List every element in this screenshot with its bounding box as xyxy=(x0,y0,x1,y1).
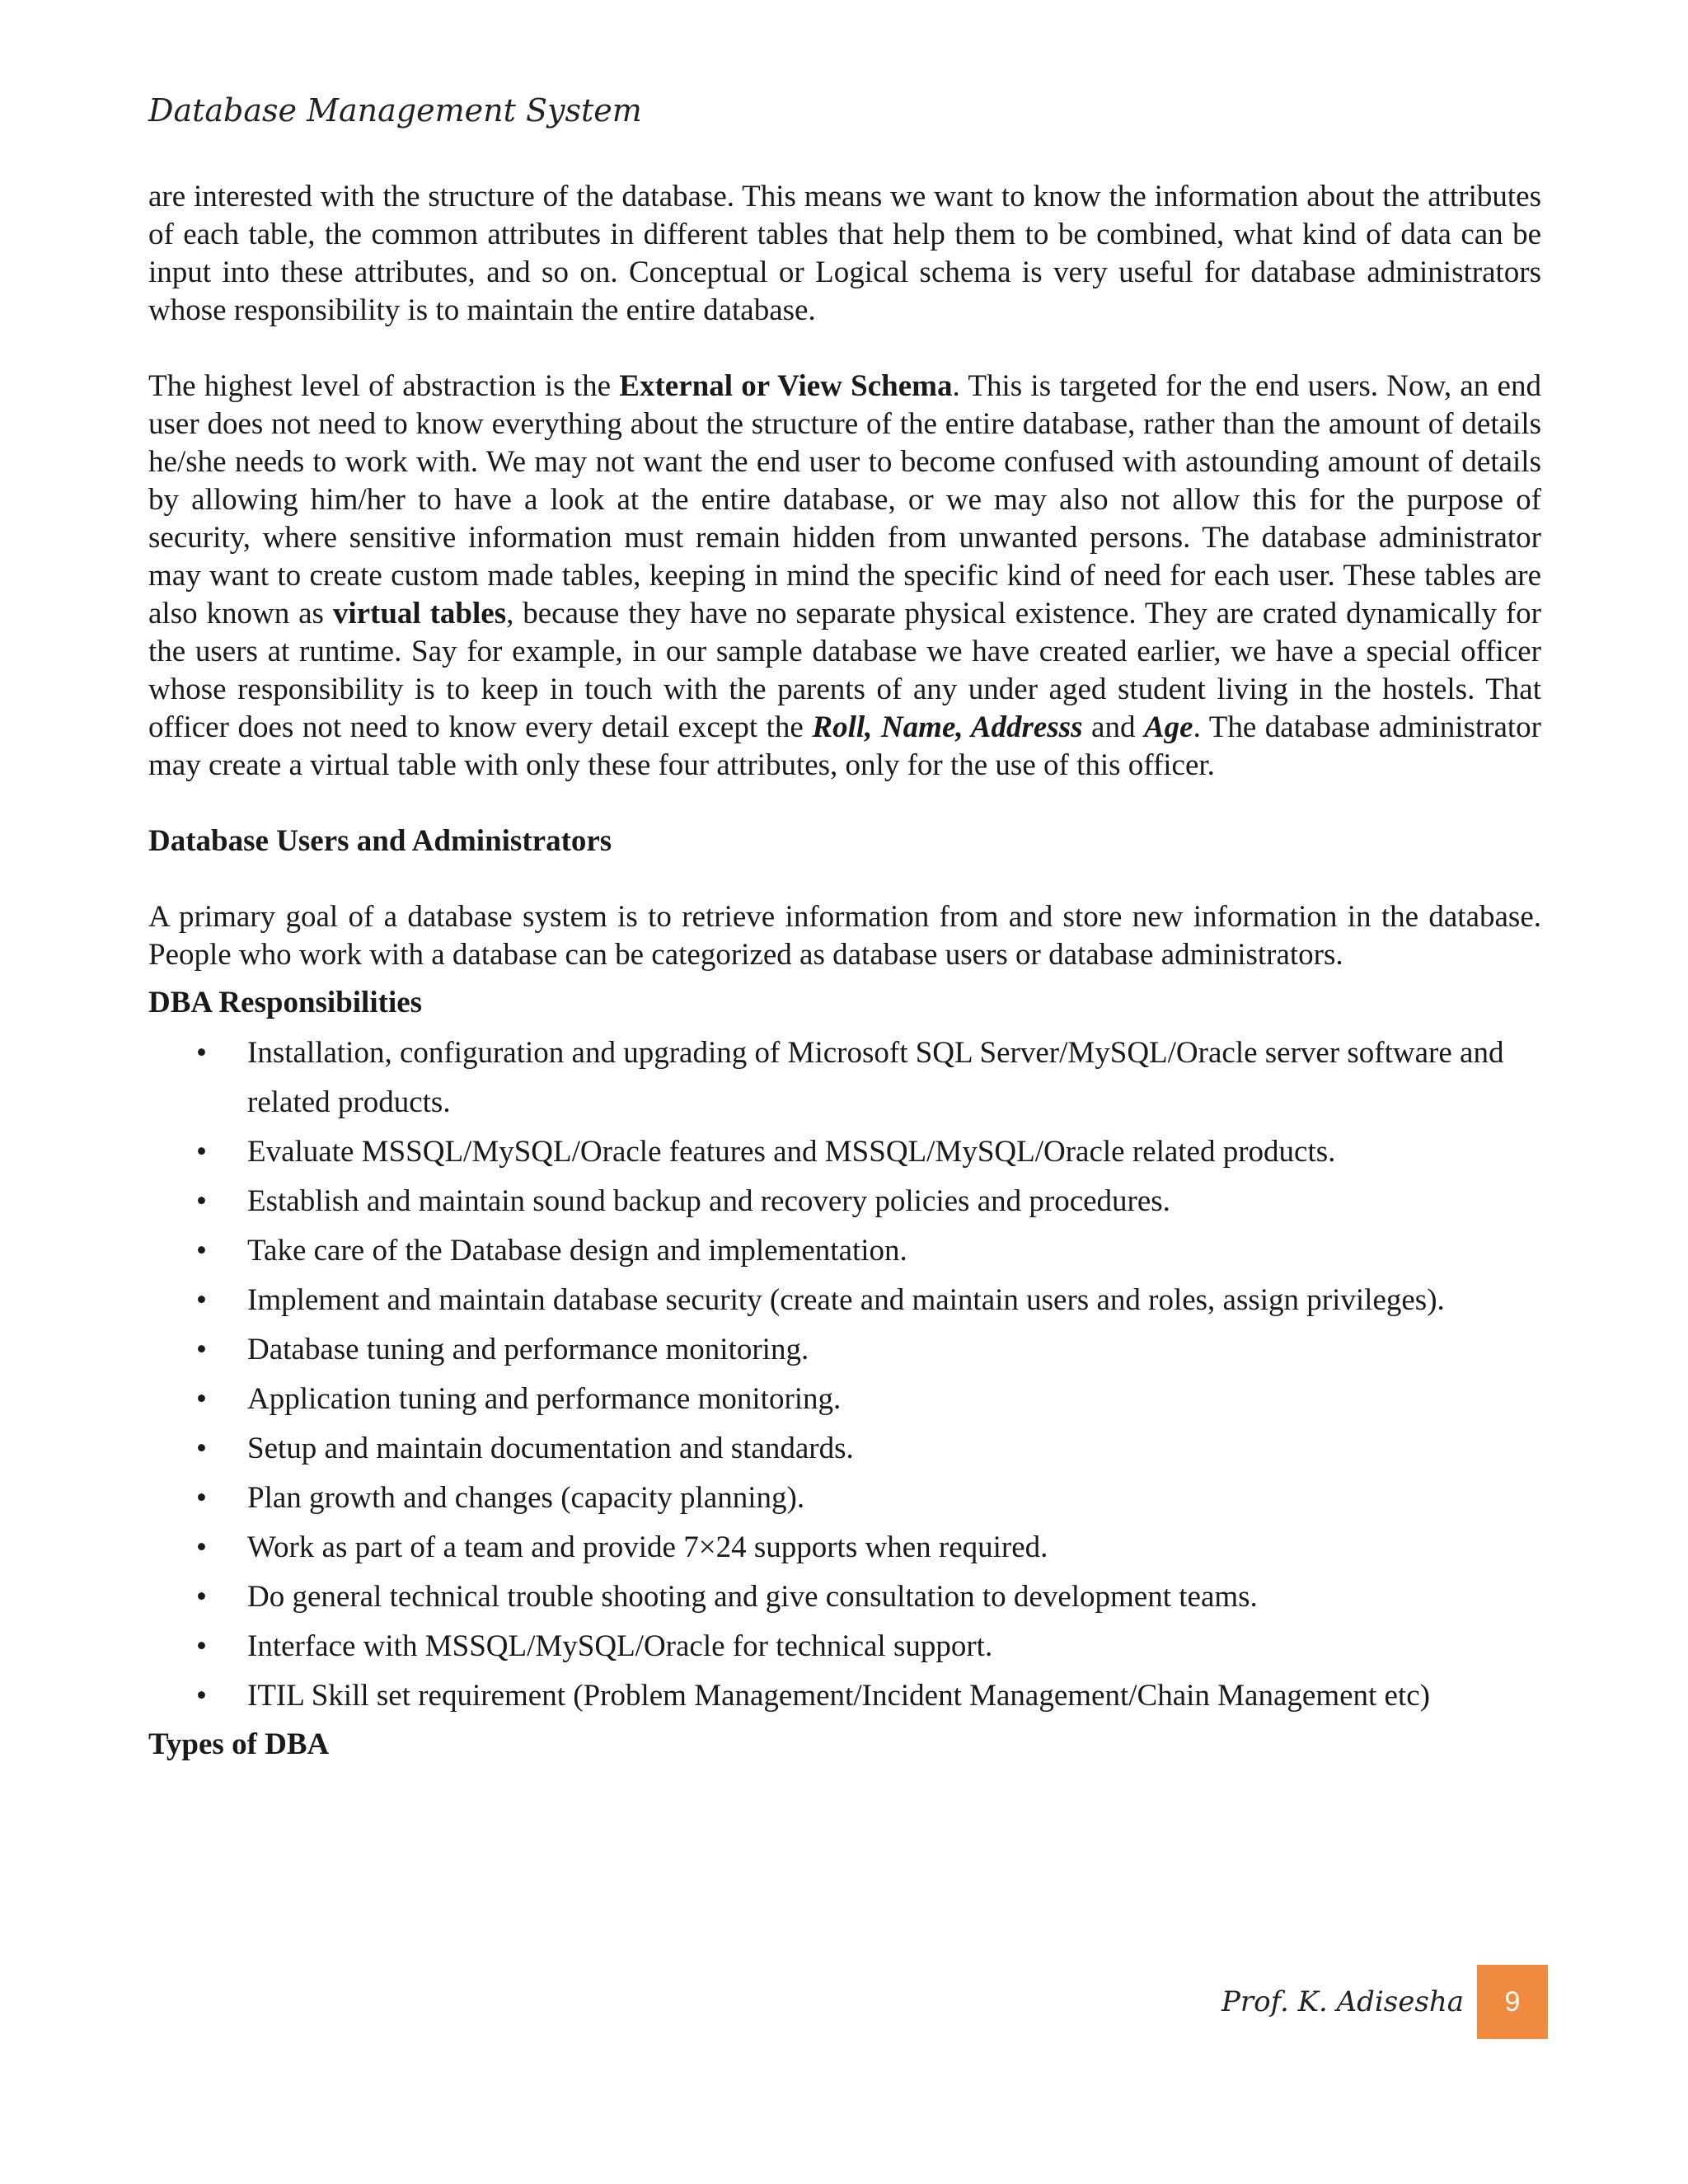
responsibilities-list xyxy=(148,1029,1541,1721)
paragraph-conceptual-schema: are interested with the structure of the database. This means we want to know the information about the attributes of each table, the common attributes in different tables that help them to be combined, what kind of data can be input into these attributes, and so on. Conceptual or Logical schema is very useful for database administrators whose responsibility is to maintain the entire database. xyxy=(148,180,1541,327)
list-item-text: Take care of the Database design and implementation. xyxy=(247,1234,907,1268)
list-item xyxy=(148,1671,1541,1721)
bullet-icon: • xyxy=(196,1481,207,1515)
bullet-icon: • xyxy=(196,1283,207,1317)
list-item xyxy=(148,1127,1541,1177)
text-run: The highest level of abstraction is the xyxy=(148,369,620,403)
bullet-icon: • xyxy=(196,1184,207,1218)
list-item-text: Installation, configuration and upgrading of Microsoft SQL Server/MySQL/Oracle server software and related products. xyxy=(247,1036,1504,1119)
list-item-text: ITIL Skill set requirement (Problem Management/Incident Management/Chain Management etc) xyxy=(247,1679,1430,1713)
page-footer xyxy=(1221,1965,1548,2039)
bold-italic-age: Age xyxy=(1144,710,1193,744)
bullet-icon: • xyxy=(196,1036,207,1070)
section-heading-dba-responsibilities: DBA Responsibilities xyxy=(148,986,423,1019)
list-item xyxy=(148,1276,1541,1325)
list-item-text: Plan growth and changes (capacity planning). xyxy=(247,1481,805,1515)
paragraph-primary-goal: A primary goal of a database system is to retrieve information from and store new information in the database. People who work with a database can be categorized as database users or database administrators. xyxy=(148,900,1541,972)
list-item-text: Establish and maintain sound backup and recovery policies and procedures. xyxy=(247,1184,1170,1218)
bullet-icon: • xyxy=(196,1580,207,1614)
bullet-icon: • xyxy=(196,1382,207,1416)
bullet-icon: • xyxy=(196,1333,207,1366)
list-item xyxy=(148,1523,1541,1572)
bullet-icon: • xyxy=(196,1530,207,1564)
list-item xyxy=(148,1375,1541,1424)
list-item-text: Setup and maintain documentation and standards. xyxy=(247,1432,854,1465)
list-item xyxy=(148,1622,1541,1671)
section-heading-users-admins: Database Users and Administrators xyxy=(148,824,612,858)
list-item xyxy=(148,1226,1541,1276)
list-item xyxy=(148,1325,1541,1375)
list-item-text: Application tuning and performance monitoring. xyxy=(247,1382,842,1416)
list-item-text: Evaluate MSSQL/MySQL/Oracle features and MSSQL/MySQL/Oracle related products. xyxy=(247,1135,1336,1169)
bullet-icon: • xyxy=(196,1234,207,1268)
text-run: . This is targeted for the end users. Now, an end user does not need to know everything about the structure of the entire database, rather than the amount of details he/she needs to work with. We may not want the end user to become confused with astounding amount of details by allowing him/her to have a look at the entire database, or we may also not allow this for the purpose of security, where sensitive information must remain hidden from unwanted persons. The database administrator may want to create custom made tables, keeping in mind the specific kind of need for each user. These tables are also known as xyxy=(148,369,1541,630)
page-header-title: Database Management System xyxy=(148,92,642,129)
list-item-text: Do general technical trouble shooting and give consultation to development teams. xyxy=(247,1580,1258,1614)
bold-term-external-schema: External or View Schema xyxy=(619,369,953,403)
text-run: and xyxy=(1082,710,1144,744)
text-run: , because they have no separate physical existence. They are crated dynamically for the users at runtime. Say for example, in our sample database we have created earlier, we have a special officer whose responsibility is to keep in touch with the parents of any under aged student living in the hostels. That officer does not need to know every detail except the xyxy=(148,597,1541,744)
list-item xyxy=(148,1572,1541,1622)
list-item xyxy=(148,1177,1541,1226)
list-item xyxy=(148,1474,1541,1523)
list-item-text: Database tuning and performance monitoring. xyxy=(247,1333,809,1366)
list-item-text: Interface with MSSQL/MySQL/Oracle for technical support. xyxy=(247,1629,993,1663)
footer-author: Prof. K. Adisesha xyxy=(1221,1985,1464,2018)
list-item-text: Implement and maintain database security (create and maintain users and roles, assign privileges). xyxy=(247,1283,1445,1317)
text-run: . The database administrator may create a virtual table with only these four attributes, only for the use of this officer. xyxy=(148,710,1541,782)
bold-italic-attributes: Roll, Name, Addresss xyxy=(812,710,1083,744)
list-item xyxy=(148,1029,1541,1127)
section-heading-types-of-dba: Types of DBA xyxy=(148,1727,330,1761)
bullet-icon: • xyxy=(196,1629,207,1663)
document-body xyxy=(148,178,1541,1770)
bullet-icon: • xyxy=(196,1432,207,1465)
bullet-icon: • xyxy=(196,1679,207,1713)
paragraph-external-schema xyxy=(148,368,1541,785)
page-number-badge: 9 xyxy=(1477,1965,1548,2039)
bold-term-virtual-tables: virtual tables xyxy=(332,597,507,630)
bullet-icon: • xyxy=(196,1135,207,1169)
list-item xyxy=(148,1424,1541,1474)
list-item-text: Work as part of a team and provide 7×24 supports when required. xyxy=(247,1530,1048,1564)
